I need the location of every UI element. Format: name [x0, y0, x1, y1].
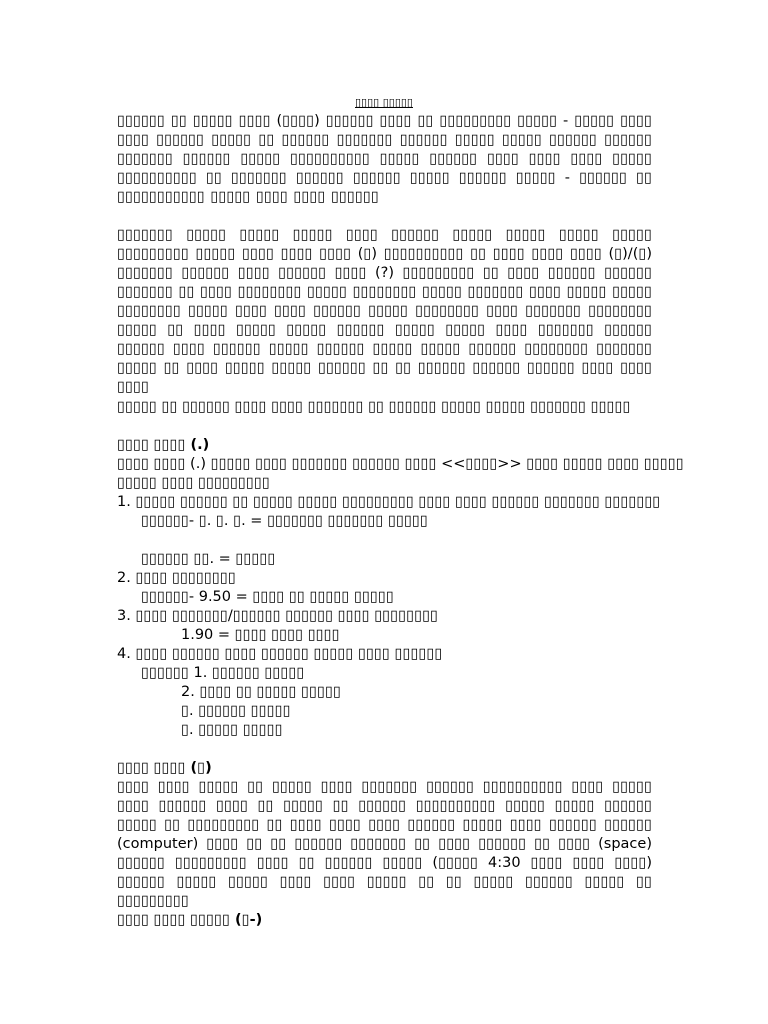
section1-intro-line-1: ▯▯▯▯ ▯▯▯▯ (.) ▯▯▯▯▯ ▯▯▯▯ ▯▯▯▯▯▯▯ ▯▯▯▯▯▯ ▯▯▯▯ <<▯▯▯▯>> ▯▯▯▯ ▯▯▯▯▯ ▯▯▯▯ ▯▯▯▯▯ — [117, 456, 684, 472]
list-item-4-example-2: 2. ▯▯▯▯ ▯▯ ▯▯▯▯▯ ▯▯▯▯▯ — [181, 684, 341, 700]
list-item-4-example-1: ▯▯▯▯▯▯ 1. ▯▯▯▯▯▯ ▯▯▯▯▯ — [141, 665, 305, 681]
list-item-3-example: 1.90 = ▯▯▯▯ ▯▯▯▯ ▯▯▯▯ — [181, 627, 340, 643]
body-paragraph-3: ▯▯▯▯▯ ▯▯ ▯▯▯▯▯▯ ▯▯▯▯ ▯▯▯▯ ▯▯▯▯▯▯▯ ▯▯ ▯▯▯▯▯▯ ▯▯▯▯▯ ▯▯▯▯▯ ▯▯▯▯▯▯▯ ▯▯▯▯▯ — [117, 399, 631, 415]
body-paragraph-2: ▯▯▯▯▯▯▯ ▯▯▯▯▯ ▯▯▯▯▯ ▯▯▯▯▯ ▯▯▯▯ ▯▯▯▯▯▯ ▯▯▯▯▯ ▯▯▯▯▯ ▯▯▯▯▯ ▯▯▯▯▯ ▯▯▯▯▯▯▯▯▯ ▯▯▯▯▯ ▯▯▯▯ ▯▯▯▯ ▯▯▯▯ (▯) ▯▯▯▯▯▯▯▯▯▯ ▯▯ ▯▯▯▯ ▯▯▯▯ ▯▯▯▯ (▯)/(▯) ▯▯▯▯▯▯▯ ▯▯▯▯▯▯ ▯▯▯▯ ▯▯▯▯▯▯ ▯▯▯▯ (?) ▯▯▯▯▯▯▯▯▯ ▯▯ ▯▯▯▯ ▯▯▯▯▯▯ ▯▯▯▯▯▯ ▯▯▯▯▯▯▯ ▯▯ ▯▯▯▯ ▯▯▯▯▯▯▯▯ ▯▯▯▯▯ ▯▯▯▯▯▯▯▯ ▯▯▯▯▯ ▯▯▯▯▯▯▯ ▯▯▯▯ ▯▯▯▯▯ ▯▯▯▯▯ ▯▯▯▯▯▯▯▯ ▯▯▯▯▯ ▯▯▯▯ ▯▯▯▯ ▯▯▯▯▯▯ ▯▯▯▯▯ ▯▯▯▯▯▯▯▯ ▯▯▯▯ ▯▯▯▯▯▯▯ ▯▯▯▯▯▯▯▯ ▯▯▯▯▯ ▯▯ ▯▯▯▯ ▯▯▯▯▯ ▯▯▯▯▯ ▯▯▯▯▯▯ ▯▯▯▯▯ ▯▯▯▯▯ ▯▯▯▯ ▯▯▯▯▯▯▯ ▯▯▯▯▯▯ ▯▯▯▯▯▯ ▯▯▯▯ ▯▯▯▯▯▯ ▯▯▯▯▯ ▯▯▯▯▯▯ ▯▯▯▯▯ ▯▯▯▯▯ ▯▯▯▯▯▯ ▯▯▯▯▯▯▯▯ ▯▯▯▯▯▯▯ ▯▯▯▯▯ ▯▯ ▯▯▯▯ ▯▯▯▯▯ ▯▯▯▯▯ ▯▯▯▯▯▯ ▯▯ ▯▯ ▯▯▯▯▯▯ ▯▯▯▯▯▯ ▯▯▯▯▯▯ ▯▯▯▯ ▯▯▯▯ ▯▯▯▯ — [117, 227, 652, 395]
list-item-2: 2. ▯▯▯▯ ▯▯▯▯▯▯▯▯ — [117, 570, 236, 586]
list-item-4-example-4: ▯. ▯▯▯▯▯ ▯▯▯▯▯ — [181, 722, 283, 738]
list-item-4: 4. ▯▯▯▯ ▯▯▯▯▯▯ ▯▯▯▯ ▯▯▯▯▯▯ ▯▯▯▯▯ ▯▯▯▯ ▯▯▯▯▯▯ — [117, 646, 443, 662]
section-heading-3-word: ▯▯▯▯ ▯▯▯▯ ▯▯▯▯▯ — [117, 912, 230, 928]
section-heading-2 — [117, 759, 212, 778]
section-heading-1-mark: (.) — [185, 437, 210, 453]
section2-paragraph: ▯▯▯▯ ▯▯▯▯ ▯▯▯▯▯ ▯▯ ▯▯▯▯▯ ▯▯▯▯ ▯▯▯▯▯▯▯ ▯▯▯▯▯▯ ▯▯▯▯▯▯▯▯▯▯ ▯▯▯▯ ▯▯▯▯▯ ▯▯▯▯ ▯▯▯▯▯▯ ▯▯▯▯ ▯▯ ▯▯▯▯▯ ▯▯ ▯▯▯▯▯▯ ▯▯▯▯▯▯▯▯▯▯ ▯▯▯▯▯ ▯▯▯▯▯ ▯▯▯▯▯▯ ▯▯▯▯▯ ▯▯ ▯▯▯▯▯▯▯▯▯ ▯▯ ▯▯▯▯ ▯▯▯▯ ▯▯▯▯ ▯▯▯▯▯▯ ▯▯▯▯▯ ▯▯▯▯ ▯▯▯▯▯▯ ▯▯▯▯▯▯ (computer) ▯▯▯▯ ▯▯ ▯▯ ▯▯▯▯▯▯ ▯▯▯▯▯▯▯ ▯▯ ▯▯▯▯ ▯▯▯▯▯▯ ▯▯ ▯▯▯▯ (space) ▯▯▯▯▯▯ ▯▯▯▯▯▯▯▯▯ ▯▯▯▯ ▯▯ ▯▯▯▯▯▯ ▯▯▯▯▯ (▯▯▯▯▯ 4:30 ▯▯▯▯ ▯▯▯▯ ▯▯▯▯) ▯▯▯▯▯▯ ▯▯▯▯▯ ▯▯▯▯▯ ▯▯▯▯ ▯▯▯▯ ▯▯▯▯▯ ▯▯ ▯▯ ▯▯▯▯▯ ▯▯▯▯▯▯ ▯▯▯▯▯ ▯▯ ▯▯▯▯▯▯▯▯▯ — [117, 779, 652, 909]
list-item-1-example-1: ▯▯▯▯▯▯- ▯. ▯. ▯. = ▯▯▯▯▯▯▯ ▯▯▯▯▯▯▯ ▯▯▯▯▯ — [141, 513, 428, 529]
section-heading-3-mark: (▯-) — [229, 912, 263, 928]
section-heading-2-word: ▯▯▯▯ ▯▯▯▯ — [117, 760, 186, 776]
section-heading-2-mark: (▯) — [185, 760, 212, 776]
list-item-1: 1. ▯▯▯▯▯ ▯▯▯▯▯▯ ▯▯ ▯▯▯▯▯ ▯▯▯▯▯ ▯▯▯▯▯▯▯▯▯ ▯▯▯▯ ▯▯▯▯ ▯▯▯▯▯▯ ▯▯▯▯▯▯▯ ▯▯▯▯▯▯▯ — [117, 494, 661, 510]
list-item-3: 3. ▯▯▯▯ ▯▯▯▯▯▯▯/▯▯▯▯▯▯ ▯▯▯▯▯▯ ▯▯▯▯ ▯▯▯▯▯▯▯▯ — [117, 608, 439, 624]
section-heading-1 — [117, 436, 209, 455]
list-item-2-example: ▯▯▯▯▯▯- 9.50 = ▯▯▯▯ ▯▯ ▯▯▯▯▯ ▯▯▯▯▯ — [141, 589, 394, 605]
intro-paragraph: ▯▯▯▯▯▯ ▯▯ ▯▯▯▯▯ ▯▯▯▯ (▯▯▯▯) ▯▯▯▯▯▯ ▯▯▯▯ ▯▯ ▯▯▯▯▯▯▯▯▯ ▯▯▯▯▯ - ▯▯▯▯▯ ▯▯▯▯ ▯▯▯▯ ▯▯▯▯▯▯ ▯▯▯▯▯ ▯▯ ▯▯▯▯▯▯ ▯▯▯▯▯▯▯ ▯▯▯▯▯▯ ▯▯▯▯▯ ▯▯▯▯▯ ▯▯▯▯▯▯ ▯▯▯▯▯▯ ▯▯▯▯▯▯▯ ▯▯▯▯▯▯ ▯▯▯▯▯ ▯▯▯▯▯▯▯▯▯▯ ▯▯▯▯▯ ▯▯▯▯▯▯ ▯▯▯▯ ▯▯▯▯ ▯▯▯▯ ▯▯▯▯▯ ▯▯▯▯▯▯▯▯▯▯ ▯▯ ▯▯▯▯▯▯▯ ▯▯▯▯▯▯ ▯▯▯▯▯▯ ▯▯▯▯▯ ▯▯▯▯▯▯ ▯▯▯▯▯ - ▯▯▯▯▯▯ ▯▯ ▯▯▯▯▯▯▯▯▯▯▯ ▯▯▯▯▯ ▯▯▯▯ ▯▯▯▯ ▯▯▯▯▯▯ — [117, 113, 652, 205]
document-title: ▯▯▯▯ ▯▯▯▯▯ — [355, 96, 413, 109]
section1-intro-line-2: ▯▯▯▯▯ ▯▯▯▯ ▯▯▯▯▯▯▯▯▯ — [117, 475, 270, 491]
list-item-1-example-2: ▯▯▯▯▯▯ ▯▯. = ▯▯▯▯▯ — [141, 551, 276, 567]
section-heading-3 — [117, 911, 262, 930]
section-heading-1-word: ▯▯▯▯ ▯▯▯▯ — [117, 437, 186, 453]
list-item-4-example-3: ▯. ▯▯▯▯▯▯ ▯▯▯▯▯ — [181, 703, 291, 719]
